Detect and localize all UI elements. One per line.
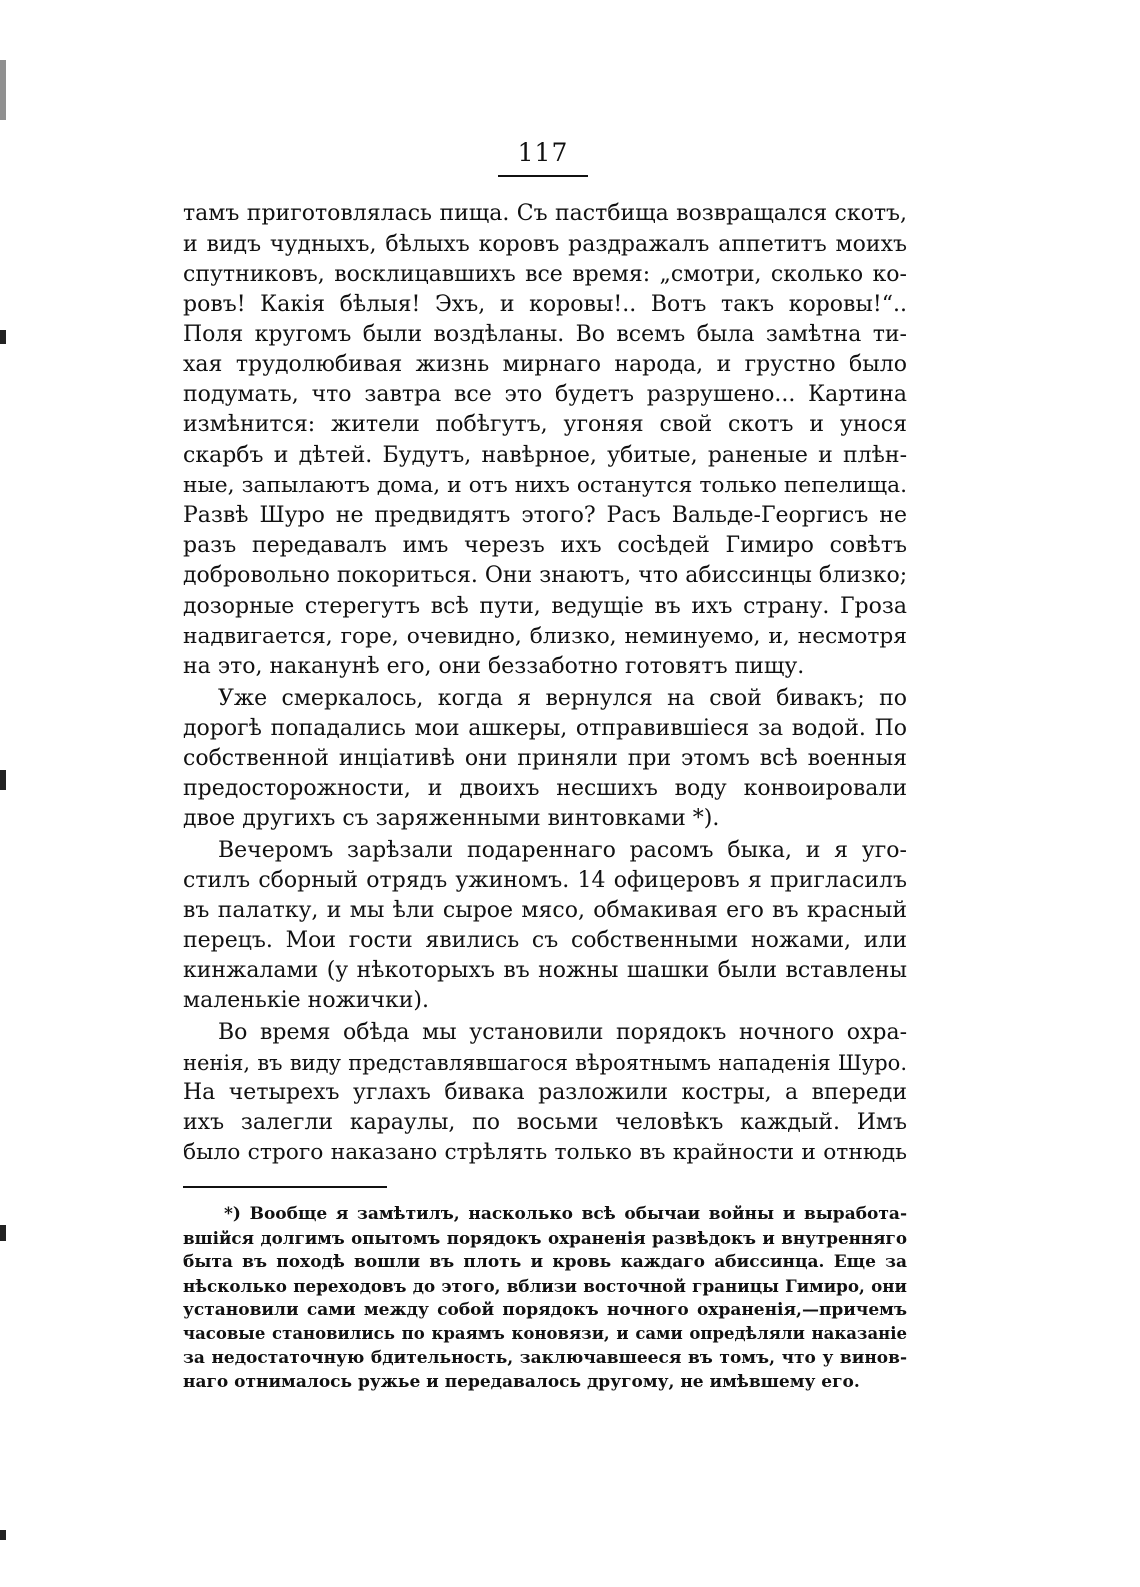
body-line: ихъ залегли караулы, по восьми человѣкъ каждый. Имъ	[183, 1110, 907, 1135]
body-line: было строго наказано стрѣлять только въ крайности и отнюдь	[183, 1140, 907, 1165]
page-number-rule	[498, 175, 588, 177]
page-number: 117	[517, 138, 569, 167]
scan-edge-mark	[0, 60, 6, 120]
body-line: на это, наканунѣ его, они беззаботно готовятъ пищу.	[183, 654, 805, 679]
body-line: добровольно покориться. Они знаютъ, что абиссинцы близко;	[183, 563, 908, 588]
body-line: спутниковъ, восклицавшихъ все время: „смотри, сколько ко-	[183, 262, 907, 287]
body-line: двое другихъ съ заряженными винтовками *).	[183, 806, 720, 831]
body-line: Поля кругомъ были воздѣланы. Во всемъ была замѣтна ти-	[183, 322, 907, 347]
body-line: ровъ! Какія бѣлыя! Эхъ, и коровы!.. Вотъ такъ коровы!“..	[183, 292, 907, 317]
body-line: ненія, въ виду представлявшагося вѣроятнымъ нападенія Шуро.	[183, 1051, 907, 1075]
body-line: и видъ чудныхъ, бѣлыхъ коровъ раздражалъ аппетитъ моихъ	[183, 232, 907, 257]
body-line: маленькіе ножички).	[183, 988, 430, 1013]
body-line: тамъ приготовлялась пища. Съ пастбища возвращался скотъ,	[183, 201, 907, 226]
body-line: стилъ сборный отрядъ ужиномъ. 14 офицеровъ я пригласилъ	[183, 868, 907, 893]
footnote-line: наго отнималось ружье и передавалось другому, не имѣвшему его.	[183, 1372, 860, 1392]
body-line: дозорные стерегутъ всѣ пути, ведущіе въ ихъ страну. Гроза	[183, 594, 907, 619]
body-line: Развѣ Шуро не предвидятъ этого? Расъ Вальде-Георгисъ не	[183, 503, 907, 528]
body-line: предосторожности, и двоихъ несшихъ воду конвоировали	[183, 776, 907, 801]
body-line: На четырехъ углахъ бивака разложили костры, а впереди	[183, 1080, 907, 1105]
body-line: измѣнится: жители побѣгутъ, угоняя свой скотъ и унося	[183, 412, 907, 437]
footnote-rule	[183, 1186, 387, 1188]
body-line: Вечеромъ зарѣзали подареннаго расомъ быка, и я уго-	[218, 838, 907, 863]
body-line: собственной инціативѣ они приняли при этомъ всѣ военныя	[183, 746, 907, 771]
scan-edge-mark	[0, 1225, 6, 1241]
body-line: надвигается, горе, очевидно, близко, неминуемо, и, несмотря	[183, 624, 907, 649]
footnote-line: нѣсколько переходовъ до этого, вблизи восточной границы Гимиро, они	[183, 1276, 907, 1296]
scan-edge-mark	[0, 1530, 6, 1540]
body-line: подумать, что завтра все это будетъ разрушено... Картина	[183, 382, 907, 407]
body-line: Во время обѣда мы установили порядокъ ночного охра-	[218, 1020, 907, 1045]
body-line: перецъ. Мои гости явились съ собственными ножами, или	[183, 928, 907, 953]
scan-edge-mark	[0, 330, 6, 344]
footnote-line: установили сами между собой порядокъ ночного охраненія,—причемъ	[183, 1300, 907, 1320]
footnote-line: часовые становились по краямъ коновязи, и сами опредѣляли наказаніе	[183, 1324, 907, 1343]
footnote-line: *) Вообще я замѣтилъ, насколько всѣ обычаи войны и выработа-	[224, 1204, 907, 1224]
footnote-line: за недостаточную бдительность, заключавшееся въ томъ, что у винов-	[183, 1348, 907, 1368]
body-line: кинжалами (у нѣкоторыхъ въ ножны шашки были вставлены	[183, 958, 907, 983]
body-line: хая трудолюбивая жизнь мирнаго народа, и грустно было	[183, 352, 907, 377]
body-line: въ палатку, и мы ѣли сырое мясо, обмакивая его въ красный	[183, 898, 907, 923]
body-line: дорогѣ попадались мои ашкеры, отправившіеся за водой. По	[183, 716, 907, 741]
body-line: ные, запылаютъ дома, и отъ нихъ останутся только пепелища.	[183, 473, 907, 498]
body-line: Уже смеркалось, когда я вернулся на свой бивакъ; по	[218, 686, 907, 711]
scan-edge-mark	[0, 770, 6, 790]
body-line: скарбъ и дѣтей. Будутъ, навѣрное, убитые, раненые и плѣн-	[183, 443, 907, 468]
body-line: разъ передавалъ имъ черезъ ихъ сосѣдей Гимиро совѣтъ	[183, 533, 907, 558]
footnote-line: вшійся долгимъ опытомъ порядокъ охраненія развѣдокъ и внутренняго	[183, 1228, 907, 1248]
footnote-line: быта въ походѣ вошли въ плоть и кровь каждаго абиссинца. Еще за	[183, 1252, 907, 1272]
